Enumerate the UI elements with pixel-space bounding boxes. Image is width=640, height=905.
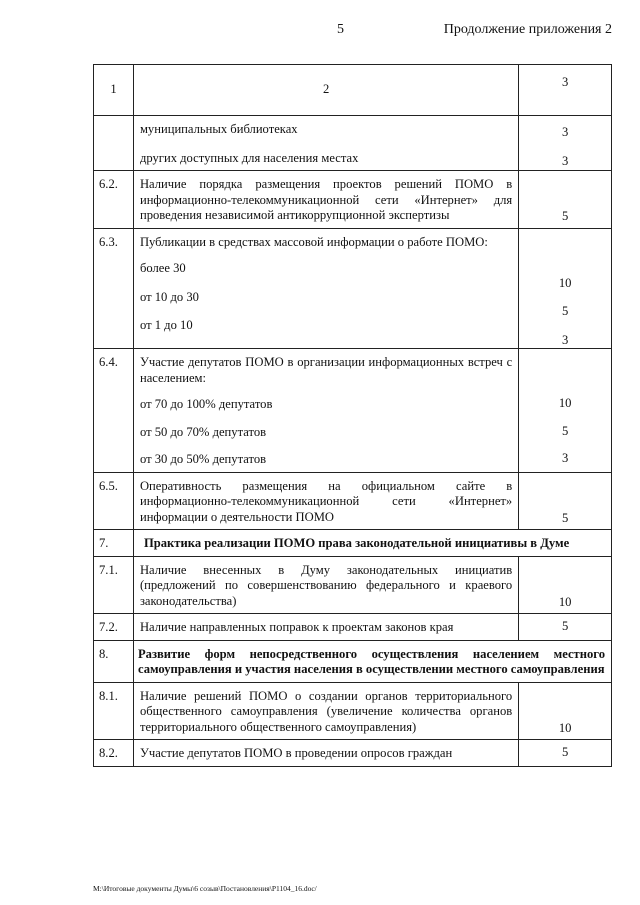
row-description: Публикации в средствах массовой информации о работе ПОМО:	[139, 234, 488, 249]
table-row	[94, 740, 612, 767]
table-row	[94, 116, 612, 171]
row-text: Наличие внесенных в Думу законодательных инициатив (предложений по совершенствованию федерального и краевого законодательства)	[133, 556, 518, 614]
score-value: 3	[561, 153, 569, 168]
table-row	[94, 349, 612, 473]
score-value: 5	[561, 423, 569, 438]
row-option: от 30 до 50% депутатов	[139, 452, 267, 466]
section-title: Практика реализации ПОМО права законодательной инициативы в Думе	[133, 530, 611, 557]
score-value: 10	[558, 275, 572, 290]
col-header-2: 2	[133, 65, 518, 116]
row-option: от 10 до 30	[139, 289, 199, 304]
row-number: 7.2.	[94, 614, 134, 641]
col-header-3: 3	[519, 65, 612, 116]
row-score	[519, 116, 612, 171]
row-text	[133, 349, 518, 473]
row-line: других доступных для населения местах	[139, 150, 359, 165]
score-value: 5	[519, 472, 612, 530]
table-row	[94, 472, 612, 530]
page-number: 5	[337, 22, 344, 37]
score-value: 10	[519, 556, 612, 614]
table-header-row	[94, 65, 612, 116]
row-number: 8.1.	[94, 682, 134, 740]
row-number: 6.4.	[94, 349, 134, 473]
score-value: 3	[561, 332, 569, 347]
row-text	[133, 116, 518, 171]
row-text: Наличие порядка размещения проектов решений ПОМО в информационно-телекоммуникационной сети «Интернет» для проведения независимой антикоррупционной экспертизы	[133, 171, 518, 229]
row-text: Наличие решений ПОМО о создании органов территориального общественного самоуправления (увеличение количества органов территориального общественного самоуправления)	[133, 682, 518, 740]
score-value: 5	[519, 740, 612, 767]
score-value: 3	[561, 125, 569, 139]
section-row	[94, 640, 612, 682]
table-row	[94, 171, 612, 229]
table-row	[94, 556, 612, 614]
row-number	[94, 116, 134, 171]
row-number: 7.1.	[94, 556, 134, 614]
row-line: муниципальных библиотеках	[139, 122, 298, 136]
row-option: от 1 до 10	[139, 318, 193, 332]
row-description: Участие депутатов ПОМО в организации информационных встреч с населением:	[139, 355, 513, 385]
row-text	[133, 228, 518, 349]
row-number: 8.2.	[94, 740, 134, 767]
row-text: Оперативность размещения на официальном сайте в информационно-телекоммуникационной сети «Интернет» информации о деятельности ПОМО	[133, 472, 518, 530]
row-option: более 30	[139, 261, 186, 275]
score-value: 5	[519, 614, 612, 641]
row-score	[519, 349, 612, 473]
row-number: 6.2.	[94, 171, 134, 229]
score-value: 10	[558, 396, 572, 410]
table-row	[94, 614, 612, 641]
row-text: Участие депутатов ПОМО в проведении опросов граждан	[133, 740, 518, 767]
row-number: 8.	[94, 640, 134, 682]
score-value: 10	[519, 682, 612, 740]
table-row	[94, 682, 612, 740]
table-row	[94, 228, 612, 349]
score-value: 5	[561, 304, 569, 318]
col-header-1: 1	[94, 65, 134, 116]
row-number: 6.5.	[94, 472, 134, 530]
row-number: 7.	[94, 530, 134, 557]
section-title: Развитие форм непосредственного осуществления населением местного самоуправления и участия населения в осуществлении местного самоуправления	[133, 640, 611, 682]
score-value: 5	[519, 171, 612, 229]
row-number: 6.3.	[94, 228, 134, 349]
file-path-footer: М:\Итоговые документы Думы\6 созыв\Постановления\Р1104_16.doc/	[93, 884, 317, 893]
score-value: 3	[561, 451, 569, 465]
row-option: от 50 до 70% депутатов	[139, 424, 267, 439]
continuation-note: Продолжение приложения 2	[443, 22, 612, 37]
row-score	[519, 228, 612, 349]
row-text: Наличие направленных поправок к проектам законов края	[133, 614, 518, 641]
criteria-table	[93, 64, 612, 767]
section-row	[94, 530, 612, 557]
row-option: от 70 до 100% депутатов	[139, 397, 273, 411]
